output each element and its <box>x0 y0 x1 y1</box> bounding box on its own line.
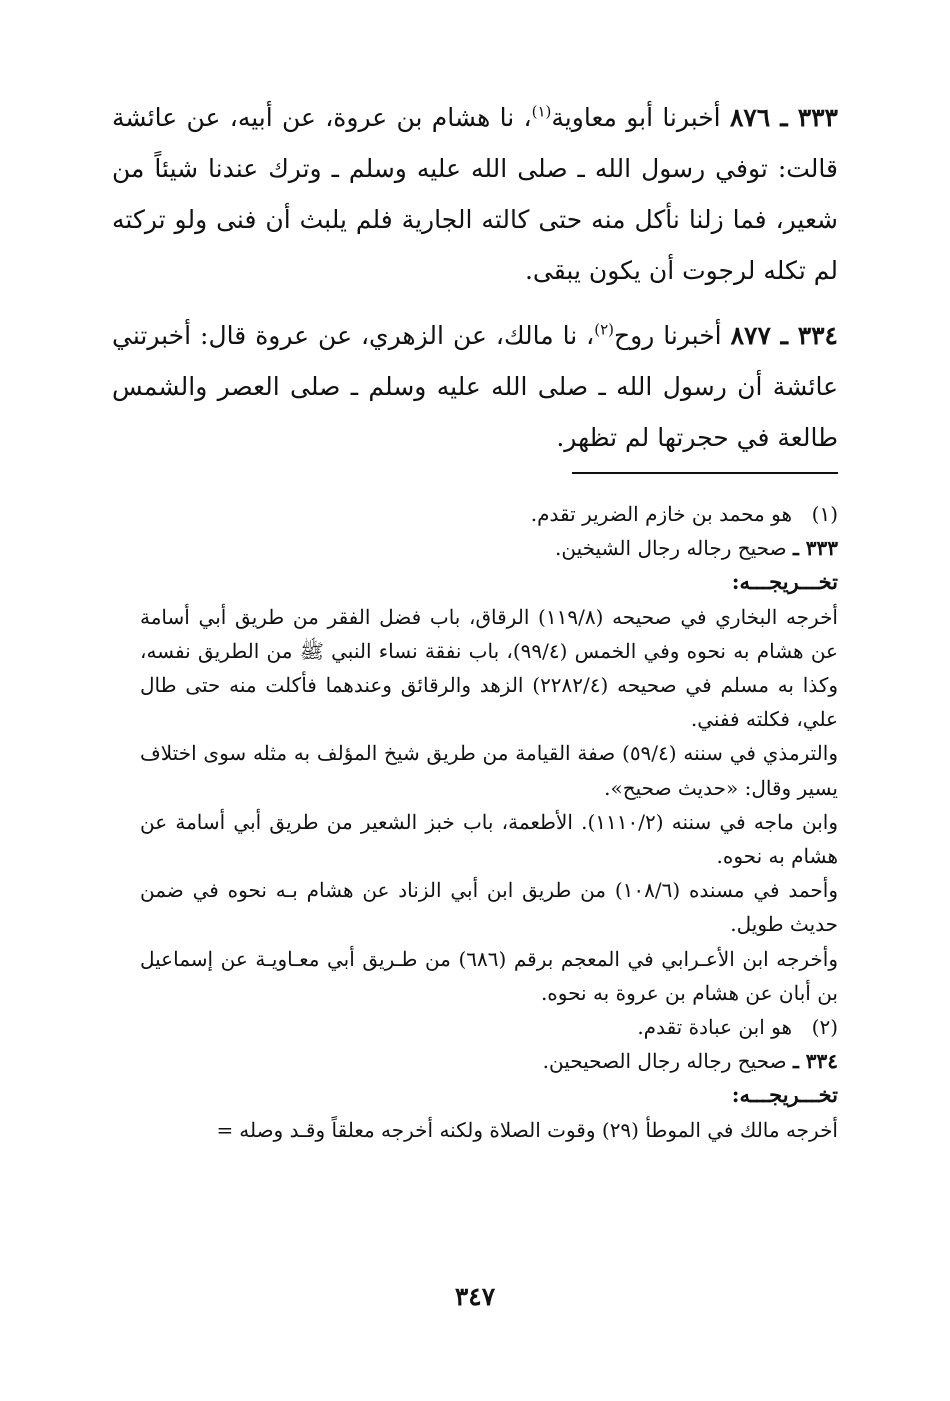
page-number: ٣٤٧ <box>454 1282 496 1311</box>
hadith-text: ، نا هشام بن عروة، عن أبيه، عن عائشة قالت: توفي رسول الله ـ صلى الله عليه وسلم ـ وترك عندنا شيئاً من شعير، فما زلنا نأكل منه حتى كالته الجارية فلم يلبث أن فنى ولو تركته لم تكله لرجوت أن يكون يبقى. <box>112 103 838 285</box>
takhrij-paragraph: وابن ماجه في سننه (١١١٠/٢). الأطعمة، باب خبز الشعير من طريق أبي أسامة عن هشام به نحوه. <box>140 809 838 869</box>
takhrij-paragraph: والترمذي في سننه (٥٩/٤) صفة القيامة من طريق شيخ المؤلف به مثله سوى اختلاف يسير وقال: «حديث صحيح». <box>140 741 838 800</box>
grading-number: ٣٣٤ ـ <box>792 1049 838 1074</box>
hadith-number: ٣٣٤ ـ ٨٧٧ <box>730 321 838 350</box>
main-text <box>112 92 838 477</box>
footnote-text: هو محمد بن خازم الضرير تقدم. <box>530 502 792 526</box>
grading-334 <box>140 1044 838 1078</box>
footnote-separator <box>572 472 838 474</box>
takhrij-paragraph: وأحمد في مسنده (١٠٨/٦) من طريق ابن أبي الزناد عن هشام بـه نحوه في ضمن حديث طويل. <box>140 878 838 937</box>
hadith-text-start: أخبرنا روح <box>614 321 722 350</box>
grading-text: صحيح رجاله رجال الشيخين. <box>555 536 787 561</box>
footnote-marker: (١) <box>811 502 838 526</box>
hadith-number: ٣٣٣ ـ ٨٧٦ <box>729 103 838 132</box>
hadith-text-start: أخبرنا أبو معاوية <box>551 103 721 132</box>
grading-333 <box>140 531 838 565</box>
footnote-text: هو ابن عبادة تقدم. <box>637 1015 792 1040</box>
takhrij-paragraph <box>140 1113 838 1147</box>
continuation-mark: = <box>216 1117 234 1142</box>
hadith-text: ، نا مالك، عن الزهري، عن عروة قال: أخبرتني عائشة أن رسول الله ـ صلى الله عليه وسلم ـ صلى العصر والشمس طالعة في حجرتها لم تظهر. <box>112 321 838 452</box>
footnote-1 <box>140 497 838 531</box>
footnotes <box>140 497 838 1147</box>
grading-text: صحيح رجاله رجال الصحيحين. <box>542 1049 787 1074</box>
takhrij-heading: تخـــريجـــه: <box>731 569 838 595</box>
footnote-reference: (٢) <box>594 320 615 339</box>
takhrij-paragraph: وأخرجه ابن الأعـرابي في المعجم برقم (٦٨٦) من طـريق أبي معـاويـة عن إسماعيل بن أبان عن هشام بن عروة به نحوه. <box>140 946 838 1005</box>
hadith-876 <box>112 92 838 296</box>
footnote-reference: (١) <box>531 102 552 121</box>
hadith-877 <box>112 310 838 463</box>
grading-number: ٣٣٣ ـ <box>792 536 838 561</box>
takhrij-paragraph: أخرجه البخاري في صحيحه (١١٩/٨) الرقاق، باب فضل الفقر من طريق أبي أسامة عن هشام به نحوه وفي الخمس (٩٩/٤)، باب نفقة نساء النبي ﷺ من الطريق نفسه، وكذا به مسلم في صحيحه (٢٢٨٢/٤) الزهد والرقائق وعندهما فأكلت منه حتى طال علي، فكلته ففني. <box>140 604 839 732</box>
footnote-marker: (٢) <box>811 1015 838 1040</box>
footnote-2 <box>140 1010 838 1044</box>
takhrij-text: أخرجه مالك في الموطأ (٢٩) وقوت الصلاة ولكنه أخرجه معلقاً وقـد وصله <box>239 1117 838 1142</box>
takhrij-heading: تخـــريجـــه: <box>731 1082 838 1108</box>
